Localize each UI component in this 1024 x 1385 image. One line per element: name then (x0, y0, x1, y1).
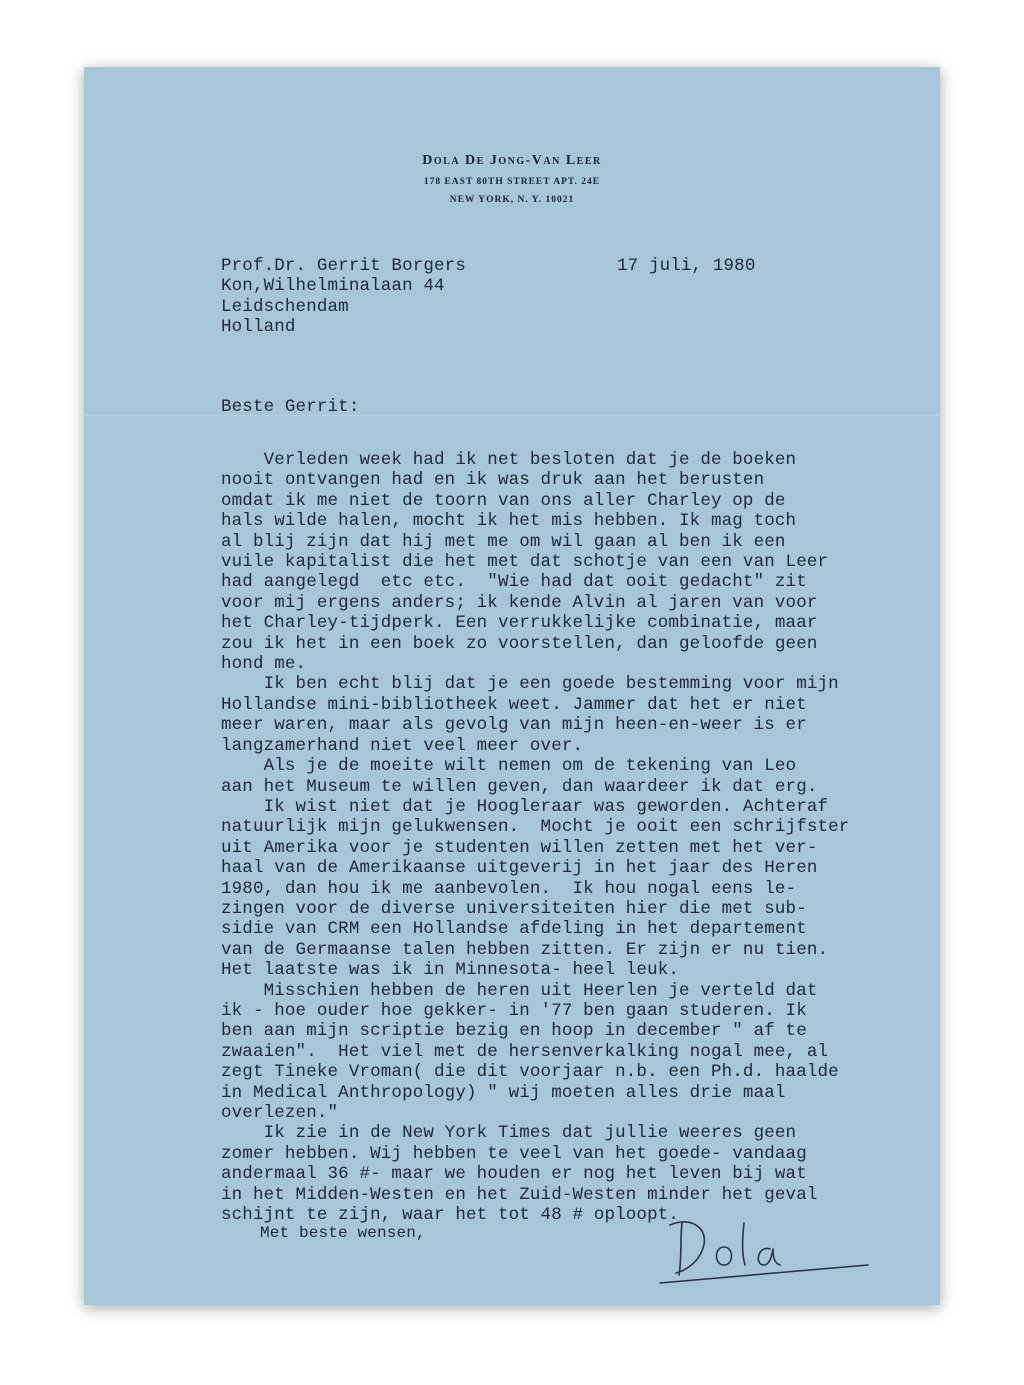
recipient-line: Kon,Wilhelminalaan 44 (221, 276, 445, 297)
body-line: het Charley-tijdperk. Een verrukkelijke combinatie, maar (221, 613, 818, 634)
body-line: andermaal 36 #- maar we houden er nog het leven bij wat (221, 1164, 807, 1185)
body-line: uit Amerika voor je studenten willen zetten met het ver- (221, 837, 818, 858)
body-line: Ik zie in de New York Times dat jullie weeres geen (221, 1123, 797, 1144)
body-line: nooit ontvangen had en ik was druk aan het berusten (221, 470, 765, 491)
recipient-line: Prof.Dr. Gerrit Borgers (221, 256, 466, 276)
body-line: Verleden week had ik net besloten dat je de boeken (221, 450, 797, 470)
body-line: in het Midden-Westen en het Zuid-Westen minder het geval (221, 1184, 818, 1205)
body-line: 1980, dan hou ik me aanbevolen. Ik hou nogal eens le- (221, 878, 797, 899)
letterhead-street: 178 EAST 80TH STREET APT. 24E (423, 177, 601, 187)
closing: Met beste wensen, (260, 1224, 426, 1242)
letter-date: 17 juli, 1980 (617, 256, 756, 276)
body-line: hond me. (221, 654, 307, 675)
body-line: schijnt te zijn, waar het tot 48 # oploopt. (221, 1205, 680, 1226)
body-line: sidie van CRM een Hollandse afdeling in het departement (221, 919, 807, 940)
body-line: langzamerhand niet veel meer over. (221, 735, 584, 756)
body-line: zingen voor de diverse universiteiten hier die met sub- (221, 898, 807, 919)
body-line: aan het Museum te willen geven, dan waardeer ik dat erg. (221, 776, 818, 797)
body-line: hals wilde halen, mocht ik het mis hebben. Ik mag toch (221, 511, 797, 532)
signature (652, 1205, 872, 1290)
body-line: Ik ben echt blij dat je een goede bestemming voor mijn (221, 674, 839, 695)
body-line: ben aan mijn scriptie bezig en hoop in december " af te (221, 1021, 807, 1042)
salutation: Beste Gerrit: (221, 397, 360, 417)
body-line: al blij zijn dat hij met me om wil gaan al ben ik een (221, 531, 786, 552)
letter-body (221, 450, 849, 1225)
body-line: had aangelegd etc etc. "Wie had dat ooit gedacht" zit (221, 572, 807, 593)
body-line: zou ik het in een boek zo voorstellen, dan geloofde geen (221, 633, 818, 654)
body-line: natuurlijk mijn gelukwensen. Mocht je ooit een schrijfster (221, 817, 850, 838)
fold-line (84, 415, 940, 416)
body-line: omdat ik me niet de toorn van ons aller Charley op de (221, 490, 786, 511)
body-line: vuile kapitalist die het met dat schotje van een van Leer (221, 552, 829, 573)
body-line: zegt Tineke Vroman( die dit voorjaar n.b. een Ph.d. haalde (221, 1062, 839, 1083)
body-line: haal van de Amerikaanse uitgeverij in het jaar des Heren (221, 858, 818, 879)
body-line: Het laatste was ik in Minnesota- heel leuk. (221, 960, 680, 981)
body-line: voor mij ergens anders; ik kende Alvin al jaren van voor (221, 592, 818, 613)
body-line: Als je de moeite wilt nemen om de tekening van Leo (221, 756, 797, 777)
letter-sheet (84, 67, 940, 1305)
body-line: Ik wist niet dat je Hoogleraar was geworden. Achteraf (221, 796, 829, 817)
body-line: van de Germaanse talen hebben zitten. Er zijn er nu tien. (221, 939, 829, 960)
recipient-address (221, 256, 466, 338)
body-line: overlezen." (221, 1103, 339, 1123)
body-line: in Medical Anthropology) " wij moeten alles drie maal (221, 1082, 786, 1103)
body-line: Misschien hebben de heren uit Heerlen je verteld dat (221, 980, 818, 1001)
body-line: Hollandse mini-bibliotheek weet. Jammer dat het er niet (221, 694, 807, 715)
recipient-line: Leidschendam (221, 296, 349, 317)
signature-handwriting (652, 1205, 872, 1285)
body-line: zomer hebben. Wij hebben te veel van het goede- vandaag (221, 1143, 807, 1164)
body-line: zwaaien". Het viel met de hersenverkalking nogal mee, al (221, 1041, 829, 1062)
letterhead (84, 153, 940, 213)
letterhead-name: Dola De Jong-Van Leer (422, 153, 602, 168)
letterhead-city: NEW YORK, N. Y. 10021 (449, 195, 575, 205)
body-line: ik - hoe ouder hoe gekker- in '77 ben gaan studeren. Ik (221, 1000, 807, 1021)
body-line: meer waren, maar als gevolg van mijn heen-en-weer is er (221, 715, 807, 736)
recipient-line: Holland (221, 317, 296, 338)
